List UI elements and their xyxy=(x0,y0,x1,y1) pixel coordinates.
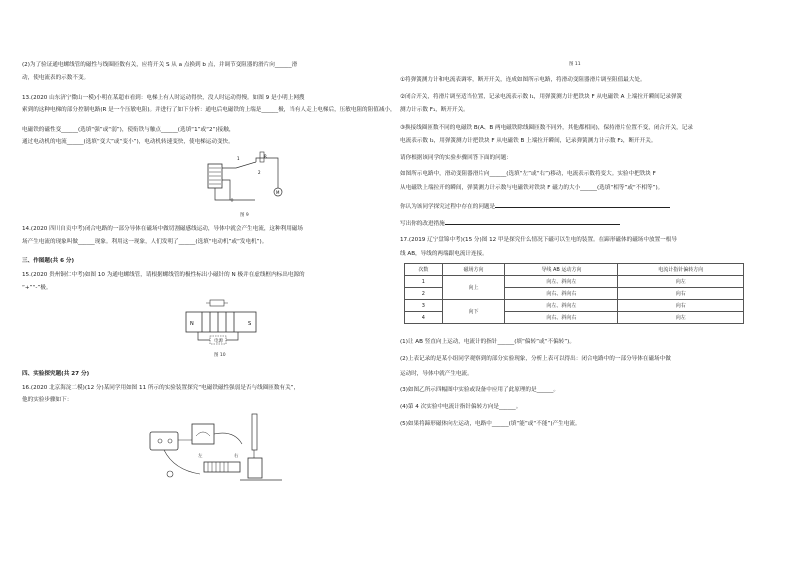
svg-text:R: R xyxy=(264,154,267,159)
svg-text:1: 1 xyxy=(237,156,240,161)
q17-line1: 17.(2019 辽宁盘锦中考)(15 分)图 12 甲是探究什么情况下磁可以生电的装置。在蹄形磁体的磁场中放置一根导 xyxy=(400,237,677,243)
step-1: ①将弹簧测力计和电流表调零，断开开关，连成如图所示电路，将滑动变阻器滑片调至阻值最大处。 xyxy=(400,77,646,83)
svg-text:2: 2 xyxy=(258,170,261,175)
problem-prompt: 你认为该同学探究过程中存在的问题是 xyxy=(400,202,670,212)
figure-9-caption: 图 9 xyxy=(240,213,249,218)
q14-line1: 14.(2020 四川自贡中考)闭合电路的一部分导体在磁场中做切割磁感线运动，导体中就会产生电流，这种利用磁场 xyxy=(22,226,303,232)
table-cell: 向下 xyxy=(442,300,505,324)
answer-blank[interactable] xyxy=(495,202,670,208)
table-header: 导线 AB 运动方向 xyxy=(505,264,618,276)
svg-text:M: M xyxy=(276,190,280,195)
section-3-heading: 三、作图题(共 6 分) xyxy=(22,258,75,264)
table-cell: 3 xyxy=(405,300,443,312)
table-cell: 向右 xyxy=(618,300,744,312)
q15-line1: 15.(2020 贵州铜仁中考)如图 10 为通电螺线管，请根据螺线管的极性标出小磁针的 N 极并在虚线框内标出电源的 xyxy=(22,272,305,278)
question-line2: 从电磁铁上端拉开的瞬间，弹簧测力计示数与电磁铁对铁块 F 磁力的大小______(选填“相等”或“不相等”)。 xyxy=(400,185,664,191)
table-header: 电流计指针偏转方向 xyxy=(618,264,744,276)
question-line1: 如图所示电路中，滑动变阻器滑片向______(选填“左”或“右”)移动，电流表示数将变大。实验中把铁块 F xyxy=(400,171,656,177)
step-3-line1: ③换接线圈匝数不同的电磁铁 B(A、B 两电磁铁除线圈匝数不同外，其他都相同)，保持滑片位置不变，闭合开关，记录 xyxy=(400,125,693,131)
step-3-line2: 电流表示数 I₂，用弹簧测力计把铁块 F 从电磁铁 B 上端拉开瞬间，记录弹簧测力计示数 F₂，断开开关。 xyxy=(400,138,657,144)
q17-part3: (3)如图乙所示四幅图中实验或设备中应用了此原理的是______。 xyxy=(400,387,559,393)
q17-part1: (1)让 AB 竖直向上运动，电流计的指针______(填“偏转”或“不偏转”)。 xyxy=(400,339,575,345)
figure-11-left-label: 左 xyxy=(198,454,203,459)
table-cell: 2 xyxy=(405,288,443,300)
table-header: 磁场方向 xyxy=(442,264,505,276)
table-row xyxy=(405,276,744,288)
table-cell: 向右、斜向右 xyxy=(505,288,618,300)
table-row xyxy=(405,300,744,312)
table-cell: 1 xyxy=(405,276,443,288)
table-cell: 4 xyxy=(405,312,443,324)
q14-line2: 场产生电流的现象叫做______现象。利用这一现象，人们发明了______(选填“电动机”或“发电机”)。 xyxy=(22,239,268,245)
q17-part5: (5)如果将蹄形磁体向左运动，电路中______(填“能”或“不能”)产生电流。 xyxy=(400,421,581,427)
svg-text:S: S xyxy=(248,321,252,327)
q17-part2-line2: 运动时，导体中就产生电流。 xyxy=(400,371,473,377)
table-header-row xyxy=(405,264,744,276)
improvement-prompt: 写出你的改进措施 xyxy=(400,219,620,229)
instruction: 请你根据该同学的实验步骤回答下面的问题： xyxy=(400,155,512,161)
figure-9-circuit xyxy=(200,148,288,210)
figure-10-caption: 图 10 xyxy=(214,353,226,358)
q12-line2: 动，使电流表的示数不变。 xyxy=(22,75,90,81)
step-2-line2: 测力计示数 F₁，断开开关。 xyxy=(400,107,469,113)
results-table xyxy=(404,263,744,324)
table-cell: 向左、斜向左 xyxy=(505,276,618,288)
q13-line3: 电磁铁的磁性变______(选填“强”或“弱”)，使衔铁与触点______(选填“1”或“2”)接触， xyxy=(22,127,235,133)
svg-text:N: N xyxy=(190,321,194,327)
table-cell: 向上 xyxy=(442,276,505,300)
figure-11-apparatus xyxy=(140,410,290,486)
figure-11-right-label: 右 xyxy=(234,454,239,459)
section-4-heading: 四、实验探究题(共 27 分) xyxy=(22,371,90,377)
figure-10-power-label: 电源 xyxy=(214,339,223,344)
table-header: 次数 xyxy=(405,264,443,276)
q16-line1: 16.(2020 北京海淀二模)(12 分)某同学用如图 11 所示的实验装置探究“电磁铁磁性强弱是否与线圈匝数有关”， xyxy=(22,385,300,391)
q17-part4: (4)第 4 次实验中电流计指针偏转方向是______。 xyxy=(400,404,522,410)
q13-line1: 13.(2020 山东济宁微山一模)小明在某超市看到：电梯上有人时运动得快，没人时运动得慢。如图 9 是小明上网搜 xyxy=(22,95,305,101)
q12-line1: (2)为了验证通电螺线管的磁性与线圈匝数有关，应将开关 S 从 a 点换到 b 点，并调节变阻器的滑片向______滑 xyxy=(22,62,298,68)
table-cell: 向右 xyxy=(618,288,744,300)
q16-line2: 他的实验步骤如下： xyxy=(22,397,73,403)
answer-blank[interactable] xyxy=(445,219,620,225)
table-cell: 向右、斜向右 xyxy=(505,312,618,324)
step-2-line1: ②闭合开关，将滑片调至适当位置，记录电流表示数 I₁，用弹簧测力计把铁块 F 从电磁铁 A 上端拉开瞬间记录弹簧 xyxy=(400,94,683,100)
q17-line2: 线 AB，导线的两端跟电流计连接。 xyxy=(400,251,488,257)
q17-part2-line1: (2)上表记录的是某小组同学观察到的部分实验现象，分析上表可以得出：闭合电路中的一部分导体在磁场中做 xyxy=(400,356,671,362)
table-cell: 向左 xyxy=(618,276,744,288)
table-cell: 向左、斜向左 xyxy=(505,300,618,312)
q13-line4: 通过电动机的电流______(选填“变大”或“变小”)，电动机转速变快，使电梯运动变快。 xyxy=(22,139,234,145)
q13-line2: 索到的这种电梯的部分控制电路(R 是一个压敏电阻)。并进行了如下分析：通电后电磁铁的上端是______极，当有人走上电梯后，压敏电阻的阻值减小， xyxy=(22,107,396,113)
figure-11-caption: 图 11 xyxy=(569,62,581,67)
q15-line2: “+”“-”极。 xyxy=(22,285,52,291)
table-cell: 向左 xyxy=(618,312,744,324)
